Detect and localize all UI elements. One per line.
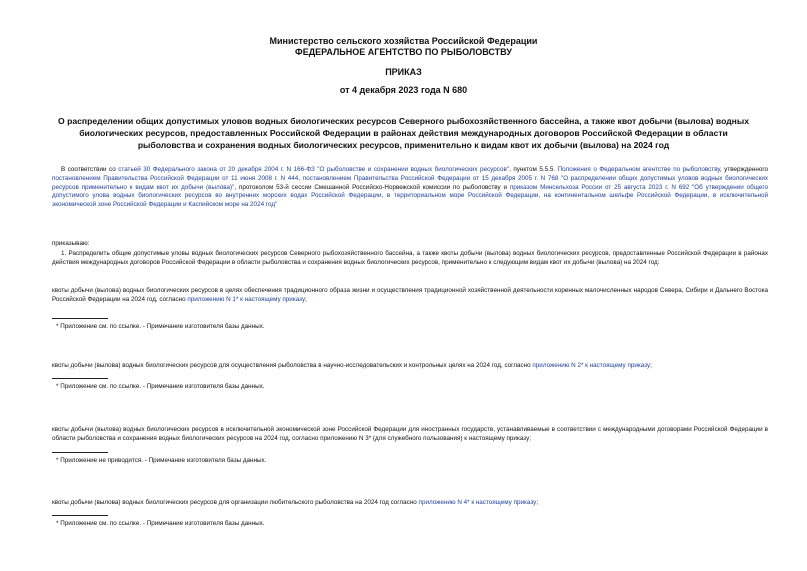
- quota-indigenous-paragraph: квоты добычи (вылова) водных биологических ресурсов в целях обеспечения традиционного образа жизни и осуществления традиционной хозяйственной деятельности коренных малочисленных народов Севера, Сибири и Дальнего Востока Российской Федерации на 2024 год, согласно приложению N 1* к настоящему приказу;: [52, 287, 768, 303]
- footnote-appendix-4: * Приложение см. по ссылке. - Примечание изготовителя базы данных.: [56, 520, 265, 527]
- link-ministry-order-692[interactable]: приказом Минсельхоза России от 25 августа 2023 г. N 692 "Об утверждении общего допустимого улова водных биологических ресурсов во внутренних морских водах Российской Федерации, в территориальном море Российской Федерации, на континентальном шельфе Российской Федерации, в исключительной экономической зоне Российской Федерации и Каспийском море на 2024 год": [52, 183, 769, 209]
- link-appendix-1[interactable]: приложению N 1* к настоящему приказу: [187, 295, 306, 303]
- item-1-paragraph: 1. Распределить общие допустимые уловы водных биологических ресурсов Северного рыбохозяйственного бассейна, а также квоты добычи (вылова) водных биологических ресурсов, предоставленные Российской Федерации в районах действия международных договоров Российской Федерации в области рыболовства и сохранения водных биологических ресурсов, применительно к следующим видам квот их добычи (вылова) на 2024 год:: [52, 250, 768, 266]
- footnote-divider: [52, 318, 108, 319]
- preamble-paragraph: В соответствии со статьей 30 Федерального закона от 20 декабря 2004 г. N 166-ФЗ "О рыболовстве и сохранении водных биологических ресурсов", пунктом 5.5.5. Положения о Федеральном агентстве по рыболовству, утвержденного постановлением Правительства Российской Федерации от 11 июня 2008 г. N 444, постановлением Правительства Российской Федерации от 15 декабря 2005 г. N 768 "О распределении общих допустимых уловов водных биологических ресурсов применительно к видам квот их добычи (вылова)", протоколом 53-й сессии Смешанной Российско-Норвежской комиссии по рыболовству и приказом Минсельхоза России от 25 августа 2023 г. N 692 "Об утверждении общего допустимого улова водных биологических ресурсов во внутренних морских водах Российской Федерации, в территориальном море Российской Федерации, на континентальном шельфе Российской Федерации, в исключительной экономической зоне Российской Федерации и Каспийском море на 2024 год": [52, 166, 769, 209]
- document-date-number: от 4 декабря 2023 года N 680: [339, 85, 468, 95]
- document-title-line-3: рыболовства и сохранения водных биологических ресурсов, применительно к видам квот их добычи (вылова) на 2024 год: [137, 140, 670, 150]
- link-federal-law-166[interactable]: статьей 30 Федерального закона от 20 декабря 2004 г. N 166-ФЗ "О рыболовстве и сохранении водных биологических ресурсов": [118, 166, 510, 173]
- document-title-line-1: О распределении общих допустимых уловов водных биологических ресурсов Северного рыбохозяйственного бассейна, а также квот добычи (вылова) водных: [58, 116, 749, 126]
- footnote-divider: [52, 452, 108, 453]
- link-appendix-2[interactable]: приложению N 2* к настоящему приказу: [532, 362, 651, 369]
- agency-name: ФЕДЕРАЛЬНОЕ АГЕНТСТВО ПО РЫБОЛОВСТВУ: [295, 47, 512, 57]
- footnote-appendix-3: * Приложение не приводится. - Примечание изготовителя базы данных.: [56, 457, 267, 464]
- link-government-decree-768[interactable]: постановлением Правительства Российской Федерации от 15 декабря 2005 г. N 768 "О распределении общих допустимых уловов водных биологических ресурсов применительно к видам квот их добычи (вылова)": [52, 174, 768, 191]
- footnote-divider: [52, 378, 108, 379]
- footnote-appendix-2: * Приложение см. по ссылке. - Примечание изготовителя базы данных.: [56, 383, 265, 390]
- link-government-decree-444[interactable]: постановлением Правительства Российской Федерации от 11 июня 2008 г. N 444: [52, 174, 299, 182]
- quota-amateur-paragraph: квоты добычи (вылова) водных биологических ресурсов для организации любительского рыболовства на 2024 год согласно приложению N 4* к настоящему приказу;: [52, 499, 539, 506]
- quota-foreign-paragraph: квоты добычи (вылова) водных биологических ресурсов в исключительной экономической зоне Российской Федерации для иностранных государств, устанавливаемые в соответствии с международными договорами Российской Федерации в области рыболовства и сохранения водных биологических ресурсов на 2024 год, согласно приложению N 3* (для служебного пользования) к настоящему приказу;: [52, 426, 768, 442]
- link-agency-regulation[interactable]: Положения о Федеральном агентстве по рыболовству: [557, 166, 720, 173]
- document-type: ПРИКАЗ: [385, 67, 422, 77]
- document-title-line-2: биологических ресурсов, предоставленных Российской Федерации в районах действия международных договоров Российской Федерации в области: [79, 128, 728, 138]
- footnote-appendix-1: * Приложение см. по ссылке. - Примечание изготовителя базы данных.: [56, 323, 265, 330]
- ministry-name: Министерство сельского хозяйства Российской Федерации: [269, 36, 538, 46]
- footnote-divider: [52, 515, 108, 516]
- link-appendix-4[interactable]: приложению N 4* к настоящему приказу: [418, 499, 537, 506]
- order-word: приказываю:: [52, 240, 90, 247]
- quota-research-paragraph: квоты добычи (вылова) водных биологических ресурсов для осуществления рыболовства в научно-исследовательских и контрольных целях на 2024 год, согласно приложению N 2* к настоящему приказу;: [52, 362, 652, 369]
